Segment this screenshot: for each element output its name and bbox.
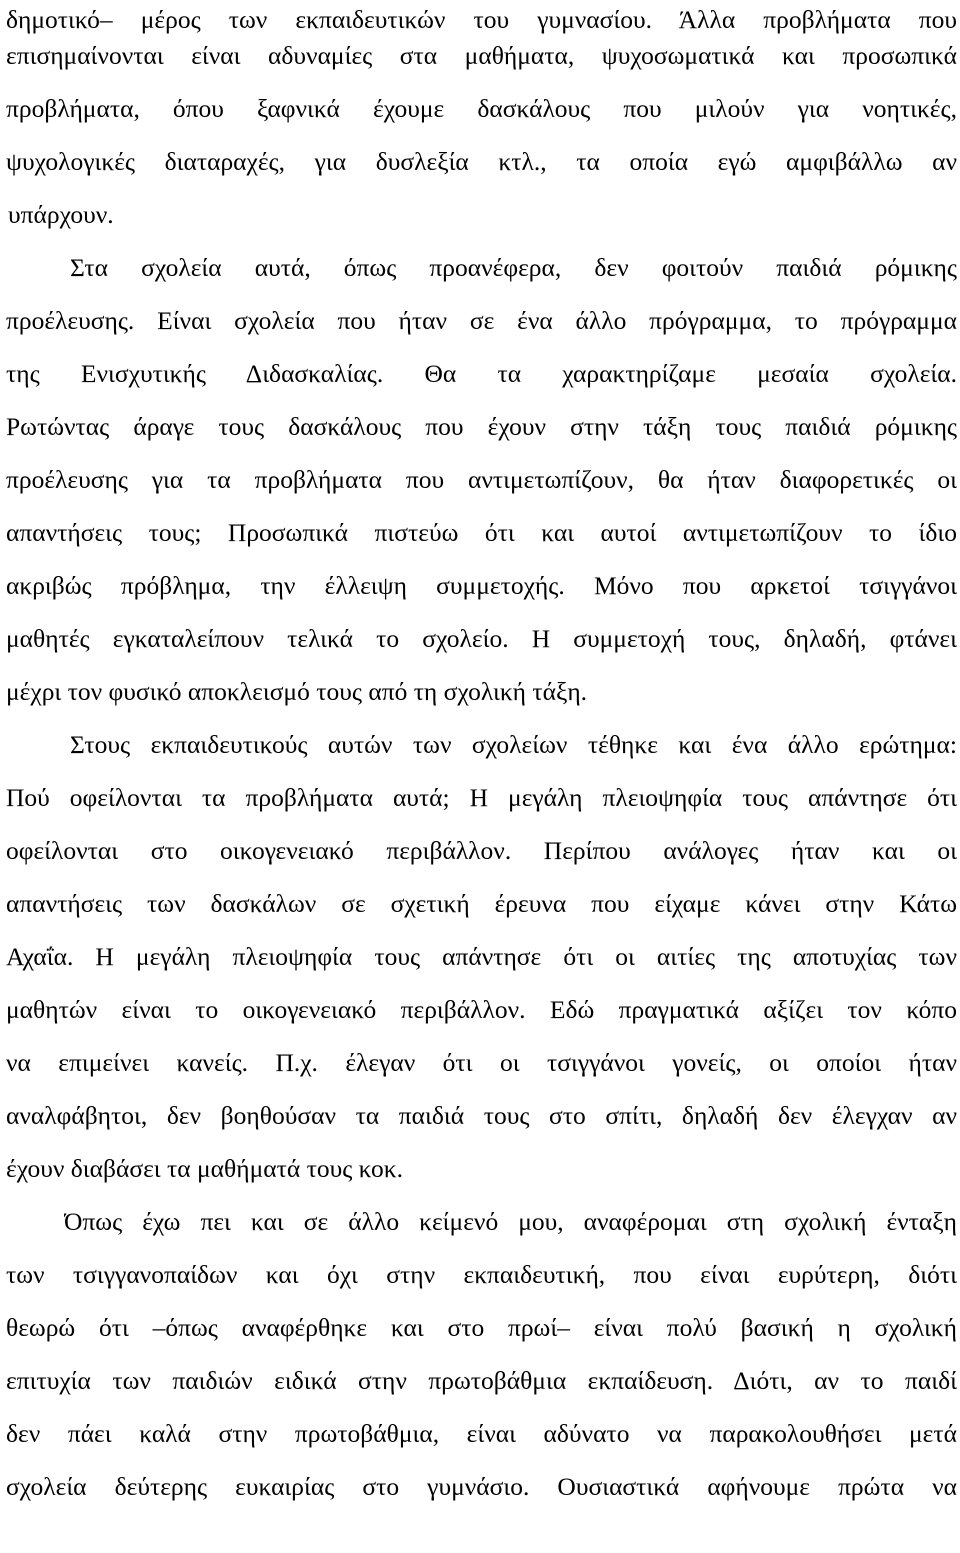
text-line: Ρωτώντας άραγε τους δασκάλους που έχουν στην τάξη τους παιδιά ρόμικης: [6, 412, 957, 441]
text-line: υπάρχουν.: [8, 200, 114, 229]
text-line: μέχρι τον φυσικό αποκλεισμό τους από τη σχολική τάξη.: [6, 677, 588, 706]
text-line: επιτυχία των παιδιών ειδικά στην πρωτοβάθμια εκπαίδευση. Διότι, αν το παιδί: [6, 1366, 957, 1395]
text-line-paragraph-start: Όπως έχω πει και σε άλλο κείμενό μου, αναφέρομαι στη σχολική ένταξη: [64, 1207, 957, 1236]
text-line: των τσιγγανοπαίδων και όχι στην εκπαιδευτική, που είναι ευρύτερη, διότι: [6, 1260, 957, 1289]
text-line: οφείλονται στο οικογενειακό περιβάλλον. Περίπου ανάλογες ήταν και οι: [6, 836, 957, 865]
text-line: Πού οφείλονται τα προβλήματα αυτά; Η μεγάλη πλειοψηφία τους απάντησε ότι: [6, 783, 957, 812]
text-line: απαντήσεις τους; Προσωπικά πιστεύω ότι και αυτοί αντιμετωπίζουν το ίδιο: [6, 518, 957, 547]
text-line-paragraph-start: Στα σχολεία αυτά, όπως προανέφερα, δεν φοιτούν παιδιά ρόμικης: [70, 253, 957, 282]
text-line: ψυχολογικές διαταραχές, για δυσλεξία κτλ., τα οποία εγώ αμφιβάλλω αν: [6, 147, 957, 176]
text-line: της Ενισχυτικής Διδασκαλίας. Θα τα χαρακτηρίζαμε μεσαία σχολεία.: [6, 359, 957, 388]
text-line: δεν πάει καλά στην πρωτοβάθμια, είναι αδύνατο να παρακολουθήσει μετά: [6, 1419, 957, 1448]
text-line-paragraph-start: Στους εκπαιδευτικούς αυτών των σχολείων τέθηκε και ένα άλλο ερώτημα:: [70, 730, 957, 759]
text-line: αναλφάβητοι, δεν βοηθούσαν τα παιδιά τους στο σπίτι, δηλαδή δεν έλεγχαν αν: [6, 1101, 957, 1130]
text-line: απαντήσεις των δασκάλων σε σχετική έρευνα που είχαμε κάνει στην Κάτω: [6, 889, 957, 918]
text-line: μαθητές εγκαταλείπουν τελικά το σχολείο. Η συμμετοχή τους, δηλαδή, φτάνει: [6, 624, 957, 653]
text-line: προέλευσης. Είναι σχολεία που ήταν σε ένα άλλο πρόγραμμα, το πρόγραμμα: [6, 306, 957, 335]
text-line: Αχαΐα. Η μεγάλη πλειοψηφία τους απάντησε ότι οι αιτίες της αποτυχίας των: [6, 942, 957, 971]
text-line: μαθητών είναι το οικογενειακό περιβάλλον. Εδώ πραγματικά αξίζει τον κόπο: [6, 995, 957, 1024]
text-line: σχολεία δεύτερης ευκαιρίας στο γυμνάσιο. Ουσιαστικά αφήνουμε πρώτα να: [6, 1472, 957, 1501]
text-line: ακριβώς πρόβλημα, την έλλειψη συμμετοχής. Μόνο που αρκετοί τσιγγάνοι: [6, 571, 957, 600]
text-line: προβλήματα, όπου ξαφνικά έχουμε δασκάλους που μιλούν για νοητικές,: [6, 94, 957, 123]
text-line: να επιμείνει κανείς. Π.χ. έλεγαν ότι οι τσιγγάνοι γονείς, οι οποίοι ήταν: [6, 1048, 957, 1077]
text-line: επισημαίνονται είναι αδυναμίες στα μαθήματα, ψυχοσωματικά και προσωπικά: [6, 41, 957, 70]
text-line: έχουν διαβάσει τα μαθήματά τους κοκ.: [6, 1154, 403, 1183]
text-line: δημοτικό– μέρος των εκπαιδευτικών του γυμνασίου. Άλλα προβλήματα που: [6, 5, 957, 34]
text-line: θεωρώ ότι –όπως αναφέρθηκε και στο πρωί– είναι πολύ βασική η σχολική: [6, 1313, 957, 1342]
text-line: προέλευσης για τα προβλήματα που αντιμετωπίζουν, θα ήταν διαφορετικές οι: [6, 465, 957, 494]
